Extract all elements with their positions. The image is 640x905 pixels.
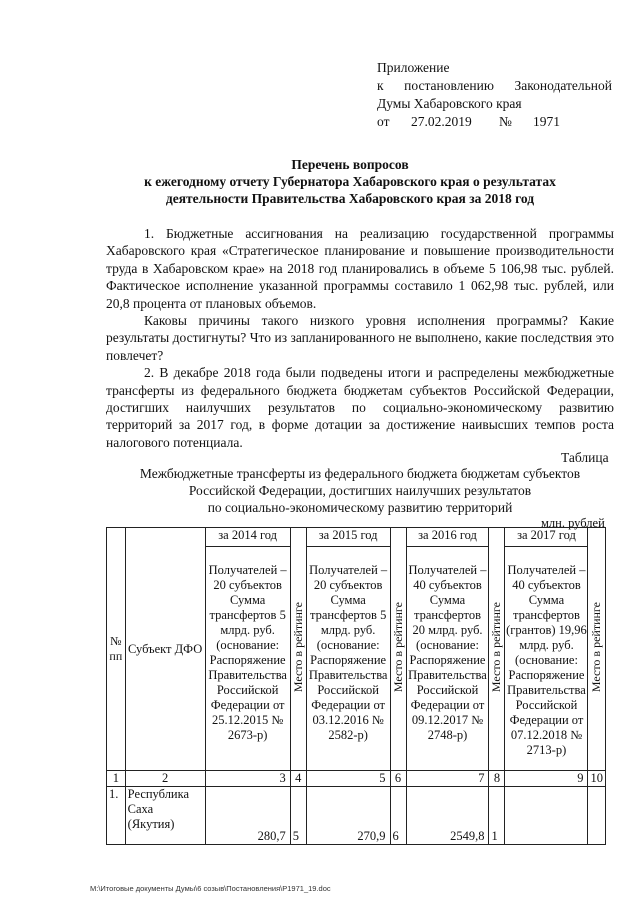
row-value-2016: 2549,8 <box>406 787 489 845</box>
header-2017: за 2017 год Получателей – 40 субъектов Сумма трансфертов (грантов) 19,96 млрд. руб. (основание: Распоряжение Правительства Российской Федерации от 07.12.2018 № 2713-р) <box>505 528 588 771</box>
row-subject: Республика Саха (Якутия) <box>125 787 205 845</box>
table-row <box>107 787 606 845</box>
paragraph-1: 1. Бюджетные ассигнования на реализацию государственной программы Хабаровского края «Стратегическое планирование и повышение производительности труда в Хабаровском крае» на 2018 год планировались в объеме 5 106,98 тыс. рублей. Фактическое исполнение указанной программы составило 1 062,98 тыс. рублей, или 20,8 процента от плановых объемов. <box>106 226 614 311</box>
header-num: № пп <box>107 528 126 771</box>
header-place-2016: Место в рейтинге <box>489 528 505 771</box>
row-place-2016: 1 <box>489 787 505 845</box>
transfers-table <box>106 527 606 845</box>
paragraph-2: Каковы причины такого низкого уровня исполнения программы? Какие результаты достигнуты? Что из запланированного не выполнено, какие последствия это повлечет? <box>106 313 614 363</box>
appendix-block <box>377 59 612 131</box>
header-place-2014: Место в рейтинге <box>290 528 306 771</box>
units-label: млн. рублей <box>541 516 605 530</box>
appendix-date: 27.02.2019 <box>411 114 472 129</box>
paragraph-3: 2. В декабре 2018 года были подведены итоги и распределены межбюджетные трансферты из федерального бюджета бюджетам субъектов Российской Федерации, достигших наилучших результатов по социально-экономическому развитию территорий за 2017 год, в форме дотации за достижение наивысших темпов роста налогового потенциала. <box>106 365 614 450</box>
row-value-2014: 280,7 <box>205 787 290 845</box>
appendix-line-2: к постановлению Законодательной <box>377 78 612 93</box>
header-2014: за 2014 год Получателей – 20 субъектов Сумма трансфертов 5 млрд. руб. (основание: Распоряжение Правительства Российской Федерации от 25.12.2015 № 2673-р) <box>205 528 290 771</box>
table-label: Таблица <box>561 450 609 465</box>
document-title: Перечень вопросов к ежегодному отчету Губернатора Хабаровского края о результатах деятельности Правительства Хабаровского края за 2018 год <box>144 157 556 206</box>
appendix-reference: от 27.02.2019 № 1971 <box>377 114 560 129</box>
body-text <box>106 225 614 451</box>
header-subject: Субъект ДФО <box>125 528 205 771</box>
appendix-line-3: Думы Хабаровского края <box>377 96 522 111</box>
table-title: Межбюджетные трансферты из федерального бюджета бюджетам субъектов Российской Федерации, достигших наилучших результатов по социально-экономическому развитию территорий <box>139 466 581 515</box>
header-2015: за 2015 год Получателей – 20 субъектов Сумма трансфертов 5 млрд. руб. (основание: Распоряжение Правительства Российской Федерации от 03.12.2016 № 2582-р) <box>306 528 390 771</box>
row-value-2017 <box>505 787 588 845</box>
row-place-2017 <box>588 787 606 845</box>
header-place-2015: Место в рейтинге <box>390 528 406 771</box>
row-place-2014: 5 <box>290 787 306 845</box>
column-number-row: 1 2 3 4 5 6 7 8 9 10 <box>107 771 606 787</box>
header-2016: за 2016 год Получателей – 40 субъектов Сумма трансфертов 20 млрд. руб. (основание: Распоряжение Правительства Российской Федерации от 09.12.2017 № 2748-р) <box>406 528 489 771</box>
appendix-title: Приложение <box>377 60 450 75</box>
file-path-footer: M:\Итоговые документы Думы\6 созыв\Постановления\Р1971_19.doc <box>90 884 331 893</box>
row-place-2015: 6 <box>390 787 406 845</box>
table-header-row <box>107 528 606 771</box>
header-place-2017: Место в рейтинге <box>588 528 606 771</box>
row-value-2015: 270,9 <box>306 787 390 845</box>
row-num: 1. <box>107 787 126 845</box>
appendix-number: 1971 <box>533 114 560 129</box>
